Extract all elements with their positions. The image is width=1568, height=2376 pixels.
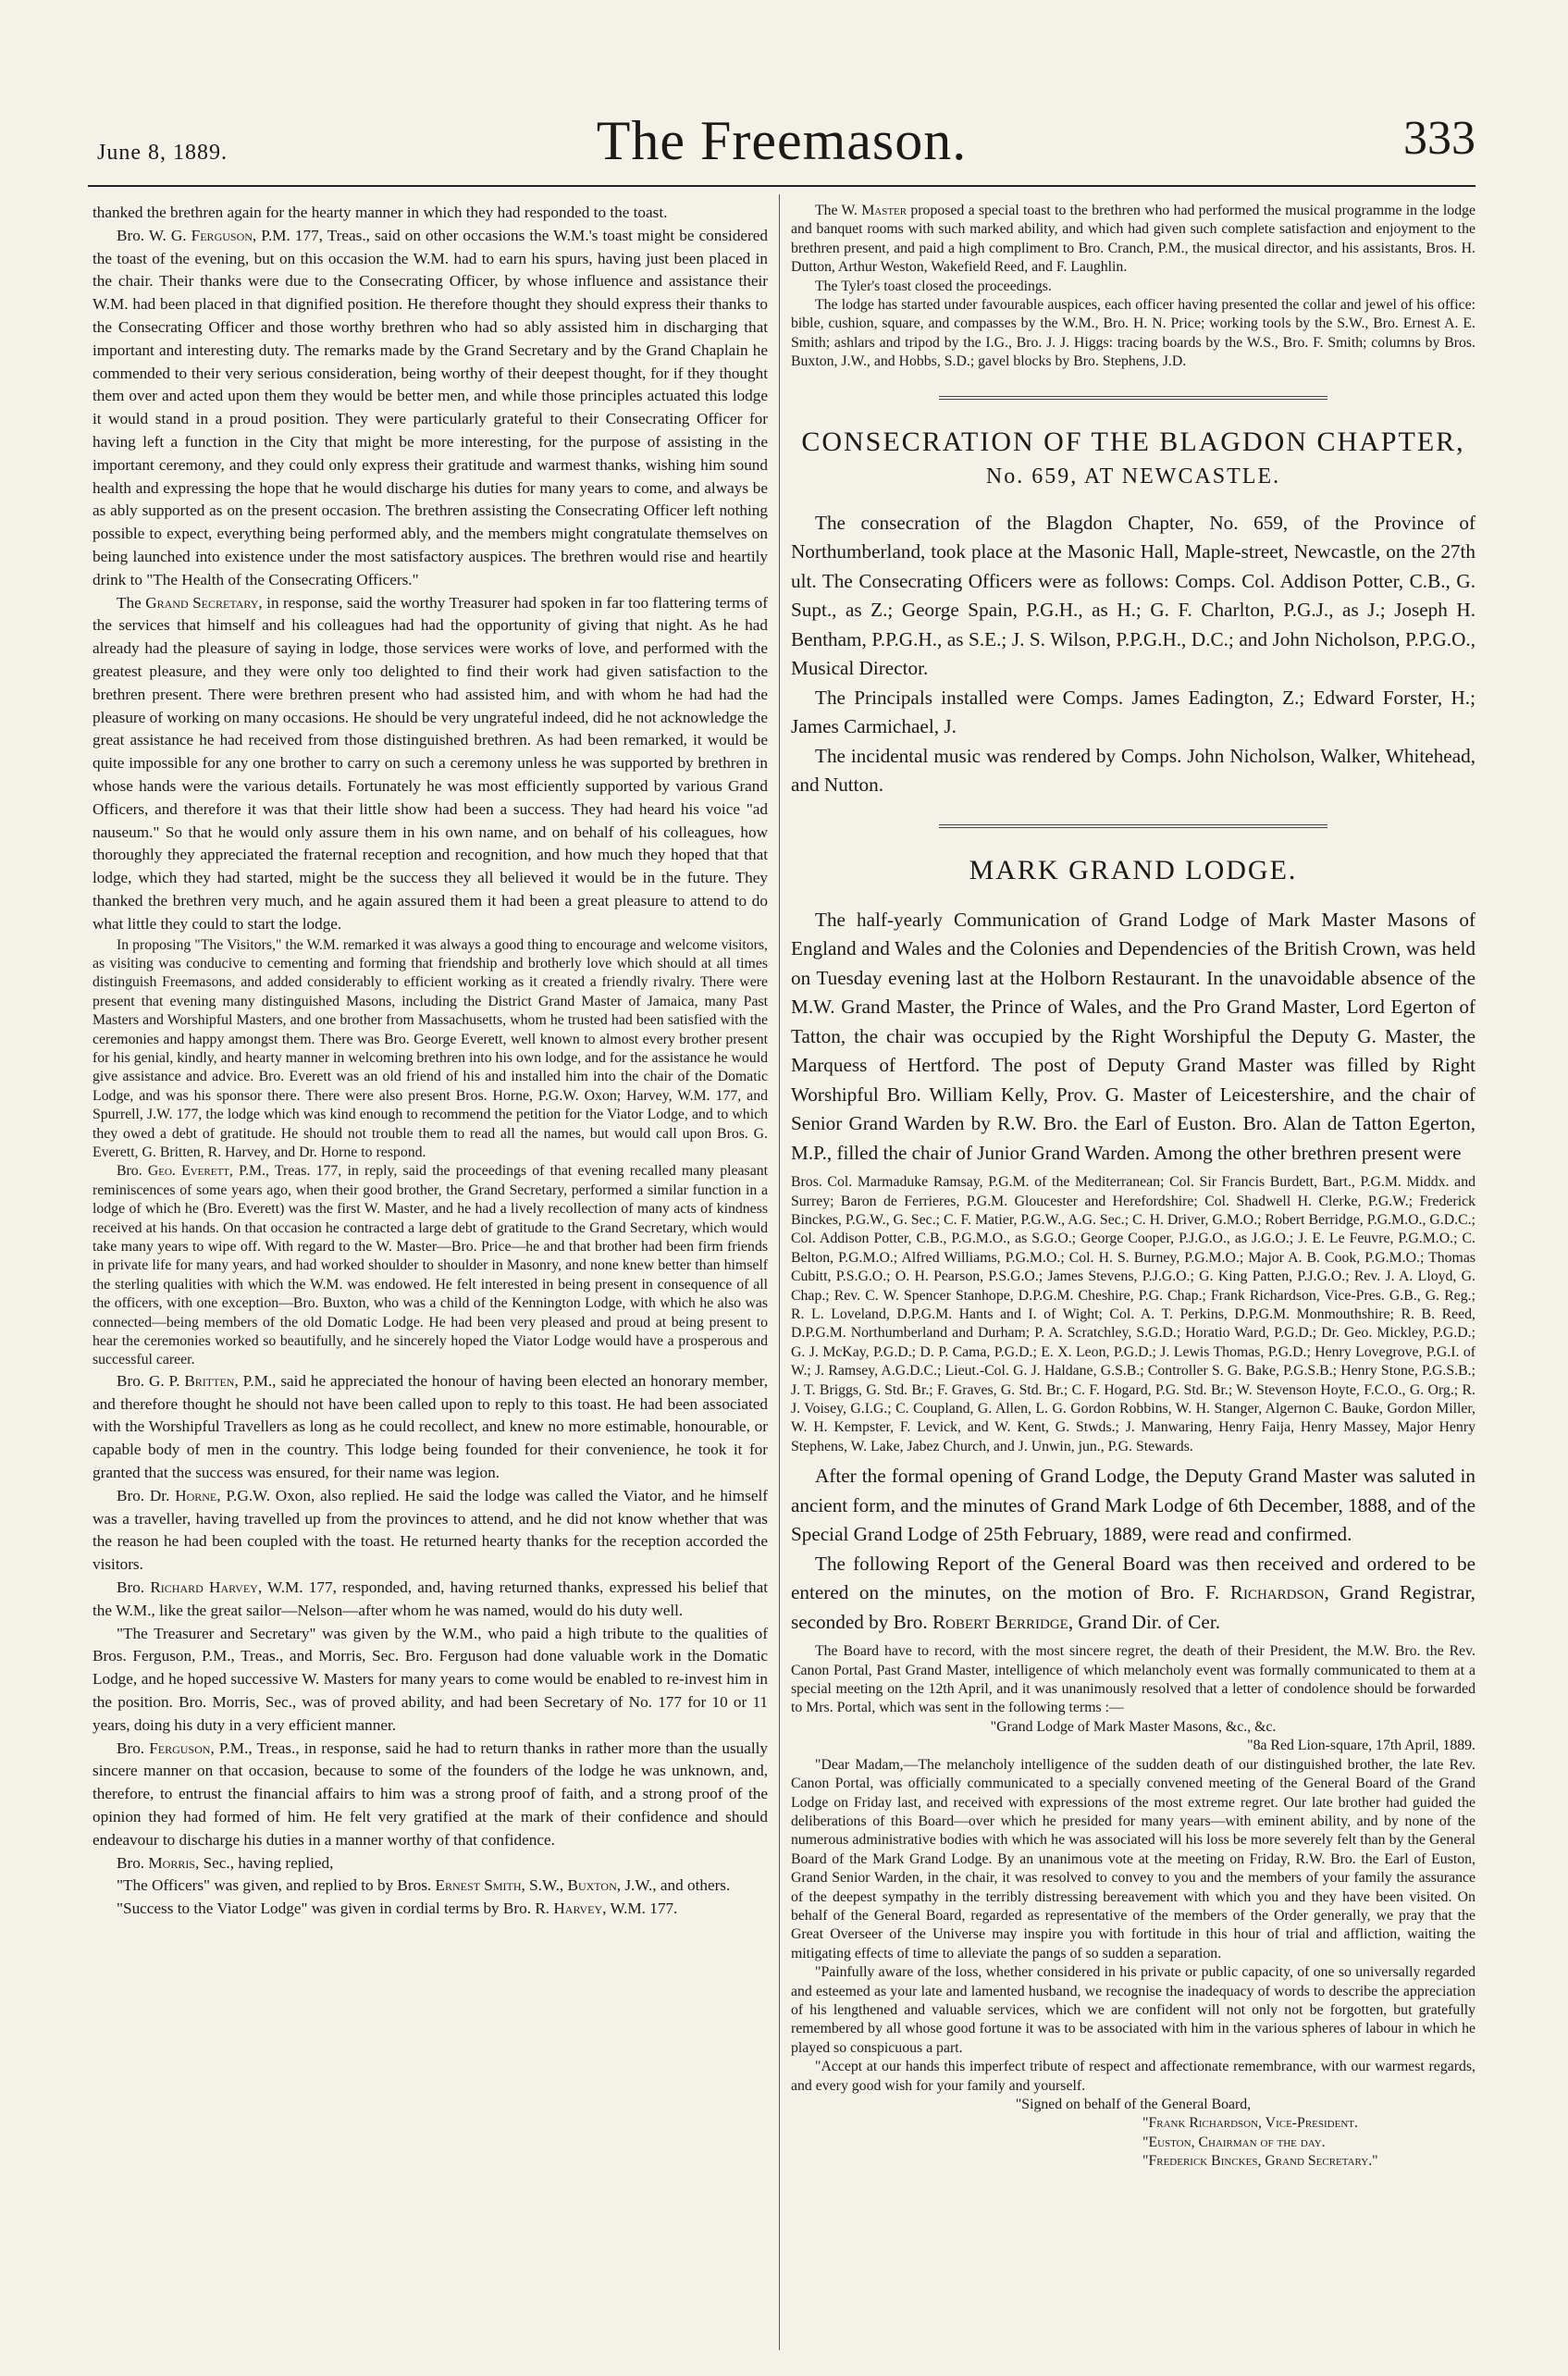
paragraph: Bro. Ferguson, P.M., Treas., in response, said he had to return thanks in rather more than the usually sincere manner on that occasion, because to some of the founders of the lodge he was unknown, and, therefore, to entrust the financial affairs to him was a strong proof of faith, and a strong proof of the opinion they had formed of him. He felt very gratified at the mark of their confidence and should endeavour to discharge his duties in a manner worthy of that confidence. [93,1739,769,1849]
paragraph: The lodge has started under favourable auspices, each officer having presented the collar and jewel of his office: bible, cushion, square, and compasses by the W.M., Bro. H. N. Price; working tools by the S.W., Bro. Ernest A. E. Smith; ashlars and tripod by the I.G., Bro. J. J. Higgs: tracing boards by the W.S., Bro. F. Smith; columns by Bros. Buxton, J.W., and Hobbs, S.D.; gavel blocks by Bro. Stephens, J.D. [791,297,1475,370]
paragraph: The incidental music was rendered by Comps. John Nicholson, Walker, Whitehead, and Nutton. [791,744,1475,797]
page-header [88,102,1475,185]
newspaper-page [88,102,1475,2359]
paragraph: Bro. G. P. Britten, P.M., said he appreciated the honour of having been elected an honorary member, and therefore thought he should not have been called upon to reply to this toast. He had been associated with the Worshipful Travellers as long as he could recollect, and knew no more estimable, honourable, or capable body of men in the country. This lodge being founded for their convenience, he took it for granted that the success was ensured, for their name was legion. [93,1371,769,1482]
letter-paragraph: "Accept at our hands this imperfect tribute of respect and affectionate remembrance, with our warmest regards, and every good wish for your family and yourself. [791,2059,1475,2094]
letter-paragraph: "Dear Madam,—The melancholy intelligence of the sudden death of our distinguished brother, the late Rev. Canon Portal, was officially communicated to a specially convened meeting of the General Board of the Grand Lodge on Friday last, and received with expressions of the most extreme regret. Our late brother had guided the deliberations of this Board—over which he presided for many years—with eminent ability, and by none of the numerous administrative bodies with which he was associated will his loss be more severely felt than by the General Board of the Mark Grand Lodge. By an unanimous vote at the meeting on Friday, R.W. Bro. the Earl of Euston, Grand Senior Warden, in the chair, it was resolved to convey to you and the members of your family the assurance of the deepest sympathy in the terribly distressing bereavement with which you and they have been visited. On behalf of the General Board, regarded as representative of the members of the Order generally, we pray that the Great Overseer of the Universe may inspire you with fortitude in this hour of trial and affliction, waiting the mitigating effects of time to alleviate the pangs of so sudden a separation. [791,1756,1475,1961]
section-heading-mark-grand-lodge: MARK GRAND LODGE. [969,854,1298,885]
paragraph: In proposing "The Visitors," the W.M. remarked it was always a good thing to encourage and welcome visitors, as visiting was conducive to cementing and forming that friendship and brotherly love which should at all times distinguish Freemasons, and added considerably to efficient working as it created a friendly rivalry. There were present that evening many distinguished Masons, including the District Grand Master of Jamaica, many Past Masters and Worshipful Masters, and one brother from Massachusetts, whom he trusted had been satisfied with the ceremonies and happy amongst them. There was Bro. George Everett, well known to almost every brother present for his genial, kindly, and hearty manner in welcoming brethren into his own lodge, and for the assistance he would give assistance and advice. Bro. Everett was an old friend of his and installed him into the chair of the Domatic Lodge, and was his sponsor there. There were also present Bros. Horne, P.G.W. Oxon; Harvey, W.M. 177, and Spurrell, J.W. 177, the lodge which was kind enough to recommend the petition for the Viator Lodge, and to which they owed a debt of gratitude. He should not trouble them to read all the names, but would call upon Bros. G. Everett, G. Britten, R. Harvey, and Dr. Horne to respond. [93,936,768,1160]
paragraph: The Grand Secretary, in response, said the worthy Treasurer had spoken in far too flattering terms of the services that himself and his colleagues had had the opportunity of giving that night. As he had already had the pleasure of saying in lodge, those services were works of love, and performed with the greatest pleasure, and they were only too delighted to find their work had given satisfaction to the brethren present. There were brethren present who had assisted him, and with whom he had had the pleasure of working on many occasions. He should be very ungrateful indeed, did he not acknowledge the great assistance he had received from those distinguished brethren. As had been remarked, it would be quite impossible for any one brother to carry on such a ceremony unless he was supported by brethren in whose hands were the various details. Fortunately he was most efficiently supported by various Grand Officers, and therefore it was that their little show had been a success. They had heard his voice "ad nauseum." So that he would only assure them in his own name, and on behalf of his colleagues, how thoroughly they appreciated the fraternal reception and recognition, and how much they hoped that that lodge, which they had started, might be the success they all believed it would be in the future. They thanked the brethren very much, and he again assured them it had been a great pleasure to attend to do what little they could to start the lodge. [93,593,768,933]
paragraph: The Board have to record, with the most sincere regret, the death of their President, the M.W. Bro. the Rev. Canon Portal, Past Grand Master, intelligence of which melancholy event was formally communicated to them at a special meeting on the 12th April, and it was unanimously resolved that a letter of condolence should be forwarded to Mrs. Portal, which was sent in the following terms :— [791,1643,1475,1716]
paragraph: The Principals installed were Comps. James Eadington, Z.; Edward Forster, H.; James Carmichael, J. [791,686,1475,738]
section-heading-consecration: CONSECRATION OF THE BLAGDON CHAPTER, [801,426,1465,457]
section-subheading: No. 659, AT NEWCASTLE. [985,464,1281,489]
paragraph: Bro. Morris, Sec., having replied, [117,1853,334,1872]
letter-signoff: "Signed on behalf of the General Board, [1015,2097,1252,2112]
letter-address: "8a Red Lion-square, 17th April, 1889. [1247,1738,1475,1754]
signature-line: "Frederick Binckes, Grand Secretary." [1142,2153,1378,2170]
paragraph: Bro. Dr. Horne, P.G.W. Oxon, also replied. He said the lodge was called the Viator, and he himself was a traveller, having travelled up from the provinces to attend, and he did not know whether that was the reason he had been coupled with the toast. He returned hearty thanks for the reception accorded the visitors. [93,1486,768,1574]
column-divider [779,194,780,2350]
paragraph: Bro. Geo. Everett, P.M., Treas. 177, in reply, said the proceedings of that evening recalled many pleasant reminiscences of some years ago, when their good brother, the Grand Secretary, performed a similar function in a lodge of which he (Bro. Everett) was the first W. Master, and he had a lively recollection of many acts of kindness received at his hands. On that occasion he contracted a large debt of gratitude to the Grand Secretary, which would take many years to wipe off. With regard to the W. Master—Bro. Price—he and that brother had been firm friends in private life for many years, and had worked shoulder to shoulder in Masonry, and none knew better than himself the sterling qualities with which the W.M. was endowed. He felt interested in being present in consequence of all the officers, with one exception—Bro. Buxton, who was a child of the Kennington Lodge, with which he also was connected—being members of the old Domatic Lodge. He had been very pleased and proud at being present to hear the ceremonies worked so beautifully, and he sincerely hoped the Viator Lodge would have a prosperous and successful career. [93,1163,768,1368]
paragraph: The W. Master proposed a special toast to the brethren who had performed the musical programme in the lodge and banquet rooms with such marked ability, and which had given such complete satisfaction and enjoyment to the brethren present, and paid a high compliment to Bro. Cranch, P.M., the musical director, and his assistants, Bros. H. Dutton, Arthur Weston, Wakefield Reed, and F. Laughlin. [791,203,1475,276]
paragraph: Bro. Richard Harvey, W.M. 177, responded, and, having returned thanks, expressed his belief that the W.M., like the great sailor—Nelson—after whom he was named, would do his duty well. [93,1578,769,1619]
paragraph: "The Treasurer and Secretary" was given by the W.M., who paid a high tribute to the qualities of Bros. Ferguson, P.M., Treas., and Morris, Sec. Bro. Ferguson had done valuable work in the Domatic Lodge, and he hoped successive W. Masters for many years to come would be enabled to re-invest him in the position. Bro. Morris, Sec., was of proved ability, and had been Secretary of No. 177 for 10 or 11 years, doing his duty in a very efficient manner. [93,1624,768,1734]
section-separator [939,396,1327,400]
issue-date: June 8, 1889. [97,141,228,165]
header-rule [88,185,1475,187]
masthead-title: The Freemason. [596,110,968,171]
paragraph: The consecration of the Blagdon Chapter, No. 659, of the Province of Northumberland, took place at the Masonic Hall, Maple-street, Newcastle, on the 27th ult. The Consecrating Officers were as follows: Comps. Col. Addison Potter, C.B., G. Supt., as Z.; George Spain, P.G.H., as H.; G. F. Charlton, P.G.J., as J.; Joseph H. Bentham, P.P.G.H., as S.E.; J. S. Wilson, P.P.G.H., D.C.; and John Nicholson, P.P.G.O., Musical Director. [791,511,1475,680]
paragraph: The following Report of the General Board was then received and ordered to be entered on the minutes, on the motion of Bro. F. Richardson, Grand Registrar, seconded by Bro. Robert Berridge, Grand Dir. of Cer. [791,1552,1475,1633]
paragraph: After the formal opening of Grand Lodge, the Deputy Grand Master was saluted in ancient form, and the minutes of Grand Mark Lodge of 6th December, 1888, and of the Special Grand Lodge of 25th February, 1889, were read and confirmed. [791,1465,1475,1546]
attendee-list: Bros. Col. Marmaduke Ramsay, P.G.M. of the Mediterranean; Col. Sir Francis Burdett, Bart., P.G.M. Middx. and Surrey; Baron de Ferrieres, P.G.M. Gloucester and Herefordshire; Col. Shadwell H. Clerke, P.G.W.; Frederick Binckes, P.G.W., G. Sec.; C. F. Matier, P.G.W., A.G. Sec.; C. H. Driver, G.M.O.; Robert Berridge, P.G.M.O., G.D.C.; Col. Addison Potter, C.B., P.G.M.O., as S.G.O.; George Cooper, P.J.G.O., as J.G.O.; J. E. Le Feuvre, P.G.M.O.; C. Belton, P.G.M.O.; Alfred Williams, P.G.M.O.; Col. H. S. Burney, P.G.M.O.; Major A. B. Cook, P.G.M.O.; Thomas Cubitt, P.S.G.O.; O. H. Pearson, P.S.G.O.; James Stevens, P.J.G.O.; G. King Patten, P.J.G.O.; Rev. J. A. Lloyd, G. Chap.; Rev. C. W. Spencer Stanhope, D.P.G.M. Cheshire, P.G. Chap.; Frank Richardson, Vice-Pres. G.B., G. Reg.; R. L. Loveland, D.P.G.M. Hants and I. of Wight; Col. A. T. Perkins, D.P.G.M. Monmouthshire; R. B. Reed, D.P.G.M. Northumberland and Durham; P. A. Scratchley, S.G.D.; Horatio Ward, P.G.D.; Dr. Geo. Mickley, P.G.D.; G. J. McKay, P.G.D.; D. P. Cama, P.G.D.; E. X. Leon, P.G.D.; J. Lewis Thomas, P.G.D.; Henry Lovegrove, P.G.I. of W.; J. Ramsey, A.G.D.C.; Lieut.-Col. G. J. Haldane, G.S.B.; Controller S. G. Bake, P.G.S.B.; Henry Stone, P.G.S.B.; J. T. Briggs, G. Std. Br.; F. Graves, G. Std. Br.; C. F. Hogard, P.G. Std. Br.; W. Stevenson Hoyte, F.C.O., G. Org.; R. J. Voisey, G.I.G.; C. Coupland, G. Allen, L. G. Gordon Robbins, W. H. Stanger, Algernon C. Bauke, Gordon Miller, W. H. Kempster, F. Levick, and W. Kent, G. Stwds.; J. Manwaring, Henry Faija, Henry Massey, Major Henry Stephens, W. Lake, Jabez Church, and J. Unwin, jun., P.G. Stewards. [791,1174,1475,1454]
paragraph: "The Officers" was given, and replied to by Bros. Ernest Smith, S.W., Buxton, J.W., and others. [117,1876,731,1895]
paragraph: "Success to the Viator Lodge" was given in cordial terms by Bro. R. Harvey, W.M. 177. [117,1900,678,1918]
signature-line: "Euston, Chairman of the day. [1142,2134,1326,2150]
paragraph: The half-yearly Communication of Grand Lodge of Mark Master Masons of England and Wales and the Colonies and Dependencies of the British Crown, was held on Tuesday evening last at the Holborn Restaurant. In the unavoidable absence of the M.W. Grand Master, the Prince of Wales, and the Pro Grand Master, Lord Egerton of Tatton, the chair was occupied by the Right Worshipful the Deputy G. Master, the Marquess of Hertford. The post of Deputy Grand Master was filled by Right Worshipful Bro. William Kelly, Prov. G. Master of Leicestershire, and the chair of Senior Grand Warden by R.W. Bro. the Earl of Euston. Bro. Alan de Tatton Egerton, M.P., filled the chair of Junior Grand Warden. Among the other brethren present were [791,908,1475,1164]
letter-heading: "Grand Lodge of Mark Master Masons, &c., &c. [990,1718,1277,1735]
section-separator [939,824,1327,828]
paragraph: Bro. W. G. Ferguson, P.M. 177, Treas., said on other occasions the W.M.'s toast might be considered the toast of the evening, but on this occasion the W.M. had to earn his spurs, having just been placed in the chair. Their thanks were due to the Consecrating Officer, by whose influence and assistance their W.M. had been placed in that dignified position. He therefore thought they should express their thanks to the Consecrating Officer and those worthy brethren who had so ably assisted him in discharging that important and interesting duty. The remarks made by the Grand Secretary and by the Grand Chaplain he commended to their very serious consideration, being worthy of their deepest thought, for if they thought them over and acted upon them they would be better men, and while those principles actuated this lodge it would stand in a proud position. They were particularly grateful to their Consecrating Officer for having left a function in the City that might be more interesting, for the purpose of assisting in the important ceremony, and they could only express their gratitude and warmest thanks, wishing him sound health and expressing the hope that he would discharge his duties for many years to come, and always be as ably supported as on the present occasion. The brethren assisting the Consecrating Officer left nothing possible to expect, everything being performed ably, and the members might congratulate themselves on being launched into existence under the most satisfactory auspices. The brethren would rise and heartily drink to "The Health of the Consecrating Officers." [93,226,768,588]
letter-paragraph: "Painfully aware of the loss, whether considered in his private or public capacity, of one so universally regarded and esteemed as your late and lamented husband, we recognise the inadequacy of words to describe the appreciation of his lengthened and valuable services, which we are confident will not only not be forgotten, but gratefully remembered by all whose good fortune it was to be associated with him in the various spheres of labour in which he played so conspicuous a part. [791,1964,1475,2056]
signature-line: "Frank Richardson, Vice-President. [1142,2115,1358,2132]
page-number: 333 [1403,112,1475,165]
left-column [93,202,768,1921]
paragraph: The Tyler's toast closed the proceedings. [815,278,1052,294]
right-column [791,202,1475,2172]
paragraph: thanked the brethren again for the hearty manner in which they had responded to the toast. [93,204,668,221]
